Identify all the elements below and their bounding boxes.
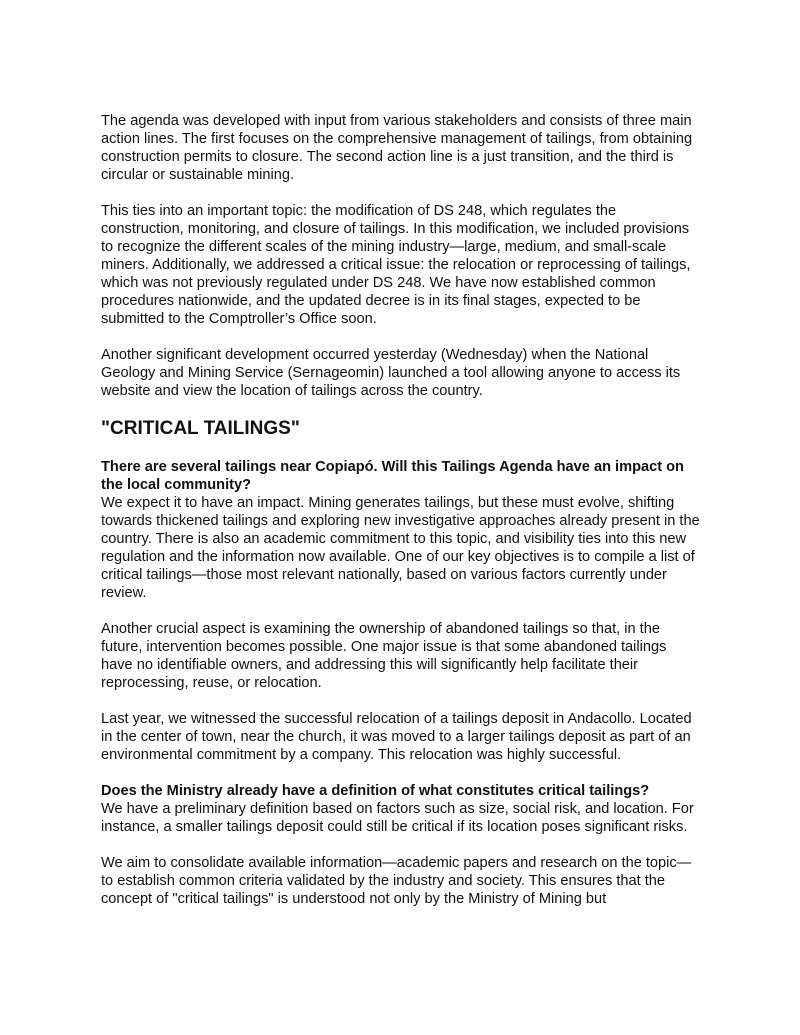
answer-paragraph: Last year, we witnessed the successful relocation of a tailings deposit in Andacollo. Located in the center of town, near the church, it was moved to a larger tailings deposit as part of an environmental commitment by a company. This relocation was highly successful.	[101, 711, 692, 763]
interview-question: There are several tailings near Copiapó. Will this Tailings Agenda have an impact on the local community?	[101, 459, 684, 493]
answer-paragraph: Another crucial aspect is examining the ownership of abandoned tailings so that, in the future, intervention becomes possible. One major issue is that some abandoned tailings have no identifiable owners, and addressing this will significantly help facilitate their reprocessing, reuse, or relocation.	[101, 621, 667, 691]
qa-block	[101, 782, 701, 836]
qa-block	[101, 458, 701, 602]
interview-answer: We expect it to have an impact. Mining generates tailings, but these must evolve, shifting towards thickened tailings and exploring new investigative approaches already present in the country. There is also an academic commitment to this topic, and visibility ties into this new regulation and the information now available. One of our key objectives is to compile a list of critical tailings—those most relevant nationally, based on various factors currently under review.	[101, 495, 700, 601]
document-page	[101, 112, 701, 926]
intro-paragraph: This ties into an important topic: the modification of DS 248, which regulates the construction, monitoring, and closure of tailings. In this modification, we included provisions to recognize the different scales of the mining industry—large, medium, and small-scale miners. Additionally, we addressed a critical issue: the relocation or reprocessing of tailings, which was not previously regulated under DS 248. We have now established common procedures nationwide, and the updated decree is in its final stages, expected to be submitted to the Comptroller’s Office soon.	[101, 203, 691, 327]
interview-question: Does the Ministry already have a definition of what constitutes critical tailings?	[101, 783, 650, 799]
interview-answer: We have a preliminary definition based on factors such as size, social risk, and location. For instance, a smaller tailings deposit could still be critical if its location poses significant risks.	[101, 801, 694, 835]
intro-paragraph: The agenda was developed with input from various stakeholders and consists of three main action lines. The first focuses on the comprehensive management of tailings, from obtaining construction permits to closure. The second action line is a just transition, and the third is circular or sustainable mining.	[101, 113, 693, 183]
answer-paragraph: We aim to consolidate available information—academic papers and research on the topic—to establish common criteria validated by the industry and society. This ensures that the concept of "critical tailings" is understood not only by the Ministry of Mining but	[101, 855, 692, 907]
section-heading: "CRITICAL TAILINGS"	[101, 418, 300, 439]
intro-paragraph: Another significant development occurred yesterday (Wednesday) when the National Geology and Mining Service (Sernageomin) launched a tool allowing anyone to access its website and view the location of tailings across the country.	[101, 347, 681, 399]
